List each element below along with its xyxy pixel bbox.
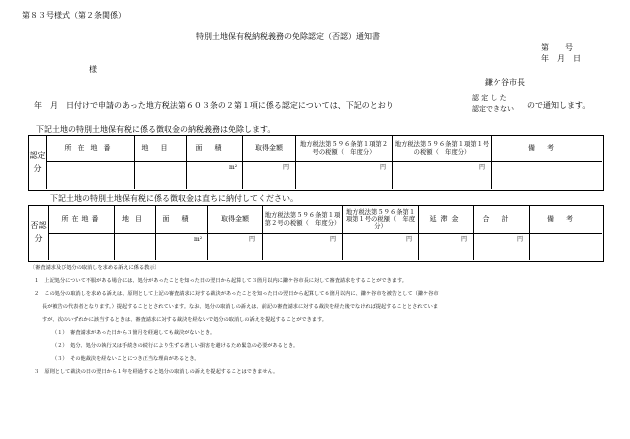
unit-yen: 円 bbox=[283, 164, 290, 171]
header-tax-596-1: 地方税法第５９６条第１項第１号の税額（ 年度分） bbox=[345, 208, 416, 231]
notice-subitem-3: （３） その他裁決を経ないことにつき正当な理由があるとき。 bbox=[52, 356, 200, 362]
header-tax-596-2: 地方税法第５９６条第１項第２号の税額（ 年度分） bbox=[299, 141, 389, 156]
header-land-category: 地目 bbox=[122, 215, 148, 224]
header-tax-596-1: 地方税法第５９６条第１項第１号の税額（ 年度分） bbox=[394, 141, 490, 156]
header-area: 面積 bbox=[195, 144, 234, 153]
issuer: 鎌ケ谷市長 bbox=[485, 78, 525, 87]
unit-yen: 円 bbox=[406, 236, 413, 243]
unit-yen: 円 bbox=[517, 236, 524, 243]
notice-item-1: １ 上記処分について不服がある場合には、処分があったことを知った日の翌日から起算して３箇月以内に鎌ケ谷市長に対して審査請求をすることができます。 bbox=[34, 278, 407, 284]
form-number: 第８３号様式（第２条関係） bbox=[22, 11, 126, 20]
intro-choice-approved: 認 定 し た bbox=[472, 94, 507, 102]
header-tax-596-2: 地方税法第５９６条第１項第２号の税額（ 年度分） bbox=[264, 212, 341, 227]
header-area: 面積 bbox=[162, 215, 201, 224]
unit-yen: 円 bbox=[249, 236, 256, 243]
header-acquisition: 取得金額 bbox=[255, 144, 283, 153]
header-acquisition: 取得金額 bbox=[221, 215, 249, 224]
notice-subitem-2: （２） 処分、処分の執行又は手続きの続行により生ずる著しい損害を避けるため緊急の必要があるとき。 bbox=[52, 343, 299, 349]
unit-area: m² bbox=[229, 164, 238, 171]
document-number: 第 号 bbox=[541, 43, 573, 52]
notice-heading: 〔審査請求及び処分の取消しを求める訴えに係る教示〕 bbox=[30, 265, 160, 271]
document-title: 特別土地保有税納税義務の免除認定（否認）通知書 bbox=[196, 32, 380, 41]
header-location: 所在地番 bbox=[61, 215, 102, 224]
notice-subitem-1: （１） 審査請求があった日から３箇月を経過しても裁決がないとき。 bbox=[52, 330, 216, 336]
unit-yen: 円 bbox=[461, 236, 468, 243]
header-remarks: 備考 bbox=[528, 144, 566, 153]
issue-date: 年 月 日 bbox=[541, 54, 581, 63]
addressee-suffix: 様 bbox=[89, 65, 97, 74]
table1-caption: 下記土地の特別土地保有税に係る徴収金の納税義務は免除します。 bbox=[36, 125, 276, 134]
unit-yen: 円 bbox=[380, 164, 387, 171]
header-remarks: 備考 bbox=[547, 215, 585, 224]
unit-yen: 円 bbox=[479, 164, 486, 171]
notice-item-3: ３ 原則として裁決の日の翌日から１年を経過すると処分の取消しの訴えを提起することはできません。 bbox=[34, 369, 279, 375]
denial-side-label: 否認分 bbox=[30, 221, 47, 243]
notice-item-2: ２ この処分の取消しを求める訴えは、原則として上記の審査請求に対する裁決があったことを知った日の翌日から起算して６箇月以内に、鎌ケ谷市を被告として（鎌ケ谷市 bbox=[34, 291, 439, 297]
header-late-fee: 延滞金 bbox=[429, 215, 463, 224]
approval-side-label: 認定分 bbox=[29, 150, 46, 173]
header-land-category: 地目 bbox=[141, 144, 180, 153]
notice-item-2-cont: 長が被告の代表者となります。）提起することとされています。なお、処分の取消しの訴えは、前記の審査請求に対する裁決を経た後でなければ提起することとされていま bbox=[42, 304, 439, 310]
intro-choice-denied: 認定できない bbox=[472, 105, 514, 113]
header-location: 所在地番 bbox=[64, 144, 117, 153]
intro-text: 年 月 日付けで申請のあった地方税法第６０３条の２第１項に係る認定については、下記のとおり bbox=[34, 101, 394, 110]
unit-yen: 円 bbox=[330, 236, 337, 243]
header-total: 合計 bbox=[482, 215, 521, 224]
intro-text-end: ので通知します。 bbox=[527, 101, 591, 110]
notice-item-2-cont: すが、次のいずれかに該当するときは、審査請求に対する裁決を経ないで処分の取消しの訴えを提起することができます。 bbox=[42, 317, 327, 323]
table2-caption: 下記土地の特別土地保有税に係る徴収金は直ちに納付してください。 bbox=[50, 194, 298, 203]
unit-area: m² bbox=[194, 236, 203, 243]
